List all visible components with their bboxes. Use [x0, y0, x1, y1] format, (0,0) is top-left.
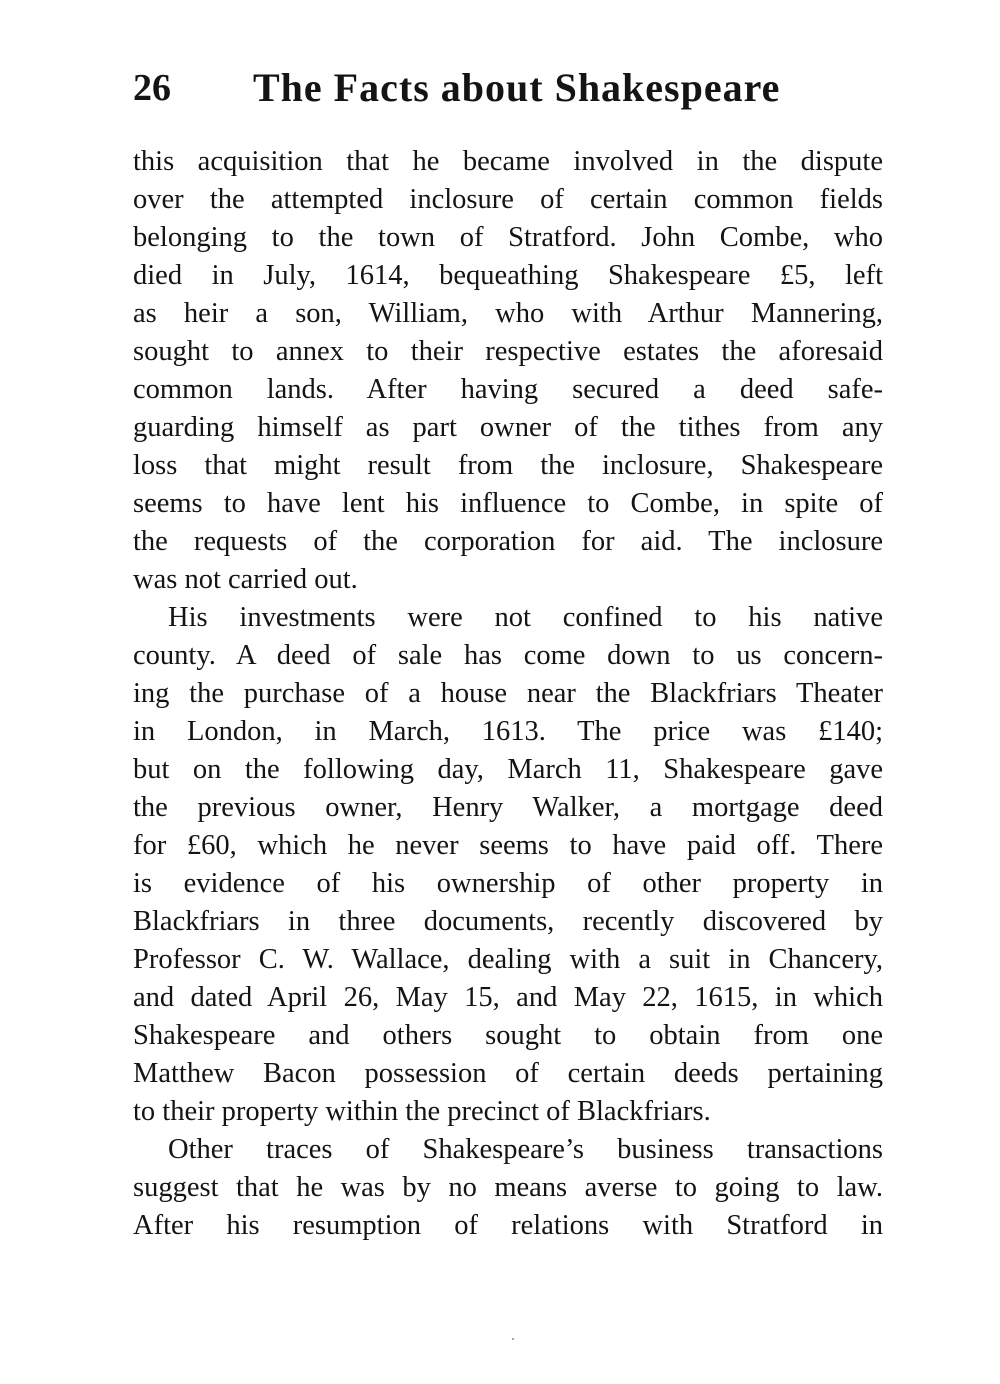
text-line: was not carried out.: [133, 564, 358, 595]
running-head: [133, 58, 885, 118]
page-number: 26: [133, 67, 171, 109]
paragraph-3: [133, 1131, 883, 1245]
text-line: Blackfriars in three documents, recently discovered by: [133, 906, 883, 937]
running-title: The Facts about Shakespeare: [253, 65, 781, 110]
text-line: the previous owner, Henry Walker, a mortgage deed: [133, 792, 883, 823]
text-line: sought to annex to their respective estates the aforesaid: [133, 336, 883, 367]
paragraph-2: [133, 599, 883, 1131]
text-line: this acquisition that he became involved in the dispute: [133, 146, 883, 177]
text-line: to their property within the precinct of Blackfriars.: [133, 1096, 711, 1127]
text-line: After his resumption of relations with Stratford in: [133, 1210, 883, 1241]
text-line: common lands. After having secured a deed safe-: [133, 374, 883, 405]
print-speck: [512, 1338, 514, 1340]
text-line: ing the purchase of a house near the Blackfriars Theater: [133, 678, 883, 709]
text-line: the requests of the corporation for aid. The inclosure: [133, 526, 883, 557]
text-line: over the attempted inclosure of certain common fields: [133, 184, 883, 215]
text-line: Professor C. W. Wallace, dealing with a suit in Chancery,: [133, 944, 883, 975]
text-line: but on the following day, March 11, Shakespeare gave: [133, 754, 883, 785]
text-line: died in July, 1614, bequeathing Shakespeare £5, left: [133, 260, 883, 291]
text-line: in London, in March, 1613. The price was £140;: [133, 716, 883, 747]
text-line: Other traces of Shakespeare’s business transactions: [168, 1134, 883, 1165]
text-line: county. A deed of sale has come down to us concern-: [133, 640, 883, 671]
text-line: as heir a son, William, who with Arthur Mannering,: [133, 298, 883, 329]
text-line: and dated April 26, May 15, and May 22, 1615, in which: [133, 982, 883, 1013]
text-line: seems to have lent his influence to Combe, in spite of: [133, 488, 883, 519]
text-line: guarding himself as part owner of the tithes from any: [133, 412, 883, 443]
body-text: [133, 143, 883, 1245]
paragraph-1: [133, 143, 883, 599]
text-line: belonging to the town of Stratford. John Combe, who: [133, 222, 883, 253]
text-line: Shakespeare and others sought to obtain from one: [133, 1020, 883, 1051]
text-line: loss that might result from the inclosure, Shakespeare: [133, 450, 883, 481]
text-line: His investments were not confined to his native: [168, 602, 883, 633]
text-line: is evidence of his ownership of other property in: [133, 868, 883, 899]
text-line: Matthew Bacon possession of certain deeds pertaining: [133, 1058, 883, 1089]
text-line: for £60, which he never seems to have paid off. There: [133, 830, 883, 861]
text-line: suggest that he was by no means averse to going to law.: [133, 1172, 883, 1203]
